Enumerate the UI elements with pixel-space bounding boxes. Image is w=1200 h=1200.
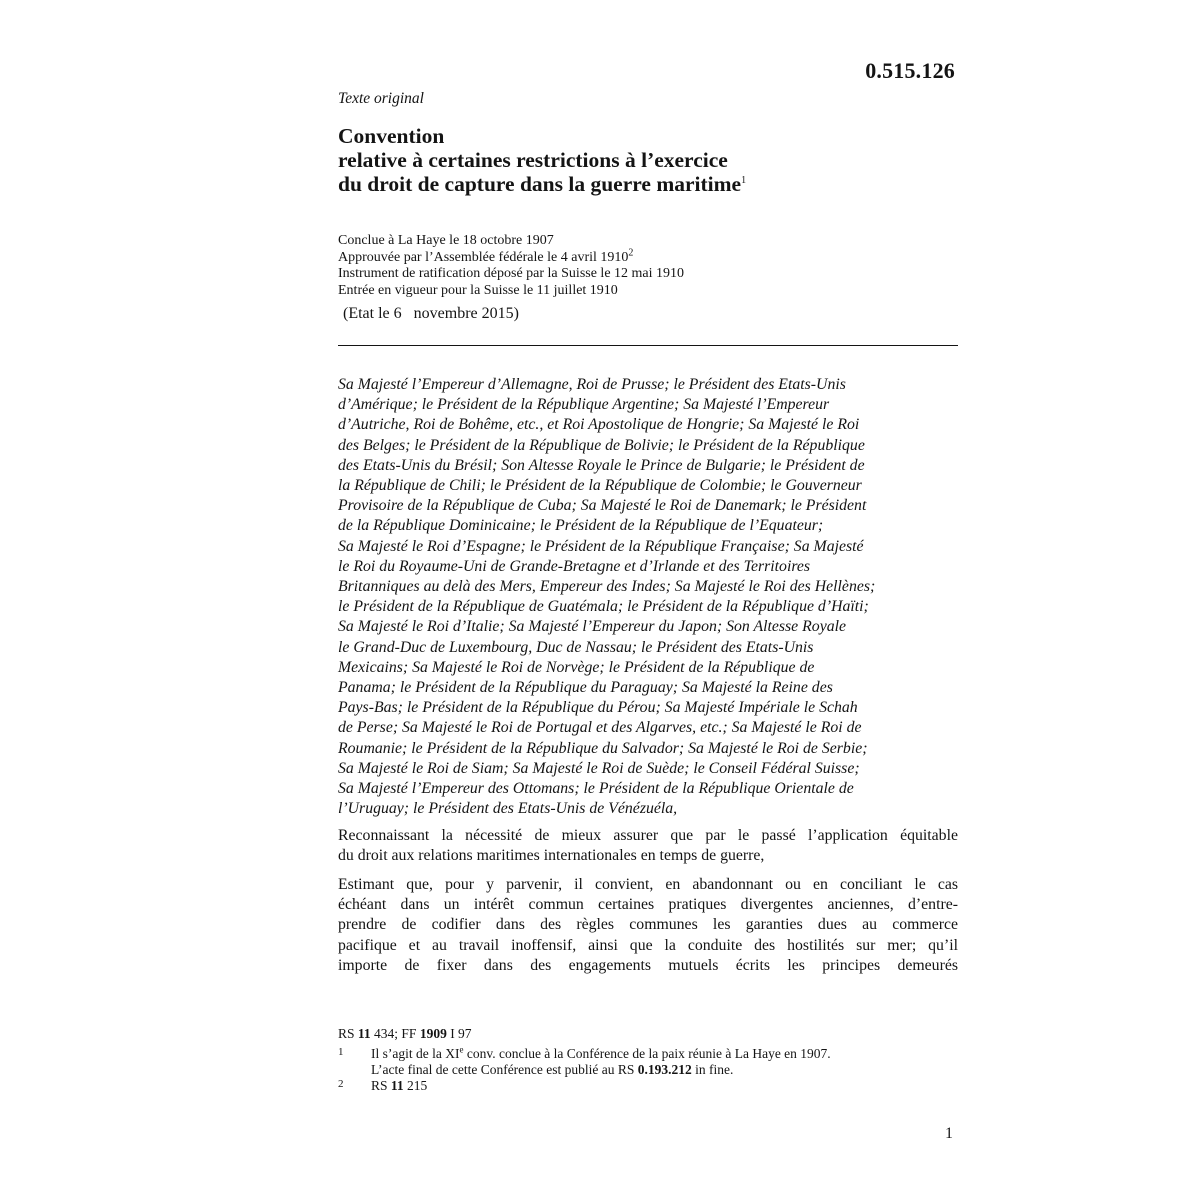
title-line-3-text: du droit de capture dans la guerre maritime — [338, 172, 742, 196]
preamble-line: la République de Chili; le Président de la République de Colombie; le Gouverneur — [338, 477, 862, 495]
preamble-line: Pays-Bas; le Président de la République du Pérou; Sa Majesté Impériale le Schah — [338, 699, 858, 717]
footnote-1-line-1 — [338, 1046, 958, 1062]
source-rs-volume: 11 — [357, 1026, 371, 1041]
original-text-label: Texte original — [338, 90, 424, 107]
source-ff-year: 1909 — [419, 1026, 447, 1041]
paragraph-line: Reconnaissant la nécessité de mieux assurer que par le passé l’application équitable — [338, 827, 958, 844]
paragraph-reconnaissant — [338, 826, 958, 866]
title-footnote-ref[interactable]: 1 — [741, 174, 747, 186]
meta-approved-footnote-ref[interactable]: 2 — [628, 246, 634, 258]
meta-concluded: Conclue à La Haye le 18 octobre 1907 — [338, 233, 554, 248]
document-title — [338, 124, 958, 196]
preamble-line: le Grand-Duc de Luxembourg, Duc de Nassau; le Président des Etats-Unis — [338, 638, 814, 656]
footnote-2-rs-label: RS — [371, 1078, 391, 1093]
page-number: 1 — [945, 1125, 953, 1142]
meta-entry-into-force: Entrée en vigueur pour la Suisse le 11 juillet 1910 — [338, 282, 618, 298]
footnotes — [338, 1026, 958, 1094]
preamble-line: d’Amérique; le Président de la République Argentine; Sa Majesté l’Empereur — [338, 396, 830, 414]
meta-ratification: Instrument de ratification déposé par la Suisse le 12 mai 1910 — [338, 266, 685, 281]
paragraph-line: pacifique et au travail inoffensif, ainsi que la conduite des hostilités sur mer; qu’il — [338, 936, 958, 954]
preamble-line: de la République Dominicaine; le Président de la République de l’Equateur; — [338, 517, 824, 535]
title-line-1: Convention — [338, 124, 445, 148]
footnote-2-rs-volume: 11 — [390, 1078, 404, 1093]
preamble-line: Mexicains; Sa Majesté le Roi de Norvège; le Président de la République de — [338, 658, 815, 676]
preamble-line: l’Uruguay; le Président des Etats-Unis de Vénézuéla, — [338, 800, 678, 818]
preamble-line: Sa Majesté le Roi de Siam; Sa Majesté le Roi de Suède; le Conseil Fédéral Suisse; — [338, 759, 860, 777]
paragraph-line: Estimant que, pour y parvenir, il convient, en abandonnant ou en conciliant le cas — [338, 876, 958, 893]
paragraph-estimant — [338, 875, 958, 976]
preamble-line: des Etats-Unis du Brésil; Son Altesse Royale le Prince de Bulgarie; le Président de — [338, 456, 865, 474]
preamble-line: d’Autriche, Roi de Bohême, etc., et Roi Apostolique de Hongrie; Sa Majesté le Roi — [338, 416, 860, 434]
footnote-2 — [338, 1078, 958, 1094]
paragraph-line: importe de fixer dans des engagements mutuels écrits les principes demeurés — [338, 956, 958, 974]
preamble — [338, 375, 958, 819]
preamble-line: le Président de la République de Guatémala; le Président de la République d’Haïti; — [338, 598, 869, 616]
preamble-line: Panama; le Président de la République du Paraguay; Sa Majesté la Reine des — [338, 679, 833, 697]
rs-number: 0.515.126 — [865, 58, 955, 83]
footnote-1-text-c: L’acte final de cette Conférence est publié au RS — [371, 1062, 638, 1077]
footnote-1-line-2 — [338, 1062, 958, 1078]
source-ff-label: 434; FF — [370, 1026, 420, 1041]
source-rs-label: RS — [338, 1026, 358, 1041]
source-ff-page: I 97 — [446, 1026, 472, 1041]
preamble-line: Sa Majesté l’Empereur des Ottomans; le Président de la République Orientale de — [338, 780, 854, 798]
title-line-2: relative à certaines restrictions à l’exercice — [338, 148, 728, 172]
footnote-1-text-a: Il s’agit de la XI — [371, 1046, 460, 1061]
preamble-line: Roumanie; le Président de la République du Salvador; Sa Majesté le Roi de Serbie; — [338, 739, 868, 757]
preamble-line: Provisoire de la République de Cuba; Sa Majesté le Roi de Danemark; le Président — [338, 497, 867, 515]
footnote-1 — [338, 1046, 958, 1078]
preamble-line: le Roi du Royaume-Uni de Grande-Bretagne et d’Irlande et des Territoires — [338, 557, 811, 575]
preamble-line: de Perse; Sa Majesté le Roi de Portugal et des Algarves, etc.; Sa Majesté le Roi de — [338, 719, 862, 737]
footnote-1-number: 1 — [338, 1046, 344, 1058]
paragraph-line: du droit aux relations maritimes internationales en temps de guerre, — [338, 847, 765, 865]
header-divider — [338, 345, 958, 346]
footnote-1-superscript: e — [459, 1044, 464, 1055]
preamble-line: Britanniques au delà des Mers, Empereur des Indes; Sa Majesté le Roi des Hellènes; — [338, 578, 876, 596]
preamble-line: Sa Majesté l’Empereur d’Allemagne, Roi de Prusse; le Président des Etats-Unis — [338, 376, 846, 393]
preamble-line: Sa Majesté le Roi d’Espagne; le Président de la République Française; Sa Majesté — [338, 537, 864, 555]
footnote-1-text-d: in fine. — [691, 1062, 734, 1077]
preamble-line: Sa Majesté le Roi d’Italie; Sa Majesté l’Empereur du Japon; Son Altesse Royale — [338, 618, 846, 636]
meta-approved — [338, 246, 958, 267]
source-reference — [338, 1026, 958, 1042]
preamble-line: des Belges; le Président de la République de Bolivie; le Président de la République — [338, 436, 865, 454]
paragraph-line: échéant dans un intérêt commun certaines pratiques divergentes anciennes, d’entre- — [338, 896, 958, 914]
meta-etat: (Etat le 6 novembre 2015) — [343, 305, 519, 322]
paragraph-line: prendre de codifier dans des règles communes les garanties dues au commerce — [338, 916, 958, 934]
footnote-2-page: 215 — [403, 1078, 428, 1093]
footnote-2-text — [338, 1078, 958, 1094]
footnote-1-text-b: conv. conclue à la Conférence de la paix réunie à La Haye en 1907. — [463, 1046, 831, 1061]
document-metadata — [338, 233, 958, 299]
meta-approved-text: Approuvée par l’Assemblée fédérale le 4 avril 1910 — [338, 249, 629, 265]
footnote-2-number: 2 — [338, 1078, 344, 1090]
footnote-1-rs-number: 0.193.212 — [637, 1062, 692, 1077]
title-line-3 — [338, 172, 958, 196]
